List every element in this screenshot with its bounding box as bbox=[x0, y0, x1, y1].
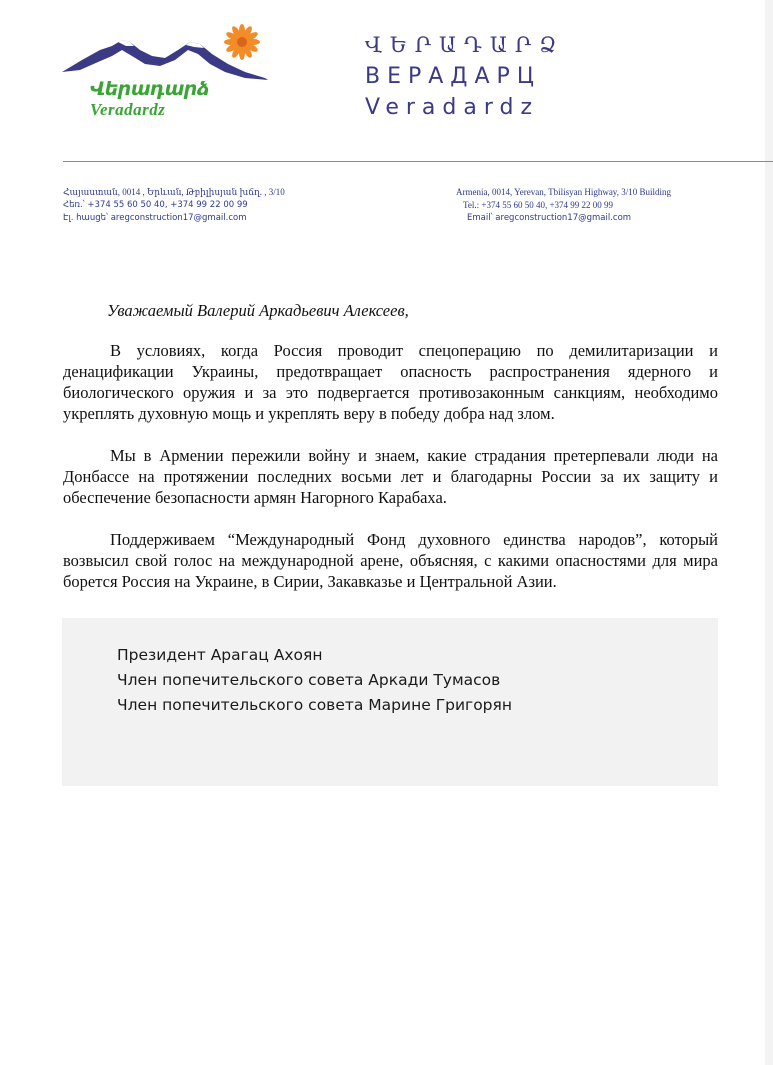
brand-name-latin: Veradardz bbox=[365, 95, 540, 120]
signature-board-member-1: Член попечительского совета Аркади Тумасов bbox=[117, 671, 501, 689]
letter-paragraph-2: Мы в Армении пережили войну и знаем, какие страдания претерпевали люди на Донбассе на протяжении последних восьми лет и благодарны России за их защиту и обеспечение безопасности армян Нагорного Карабаха. bbox=[63, 446, 718, 507]
contacts-english bbox=[456, 186, 756, 225]
brand-name-armenian: ՎԵՐԱԴԱՐՁ bbox=[365, 33, 565, 57]
phone-english: Tel.: +374 55 60 50 40, +374 99 22 00 99 bbox=[463, 200, 614, 210]
email-english: Email՝ aregconstruction17@gmail.com bbox=[467, 213, 632, 223]
letter-body bbox=[63, 340, 718, 613]
brand-name-block bbox=[365, 30, 564, 123]
header-divider bbox=[63, 161, 773, 162]
signature-president: Президент Арагац Ахоян bbox=[117, 646, 323, 664]
letter-paragraph-1: В условиях, когда Россия проводит спецоперацию по демилитаризации и денацификации Украины, предотвращает опасность распространения ядерного и биологического оружия и за это подвергается противозаконным санкциям, необходимо укреплять духовную мощь и укреплять веру в победу добра над злом. bbox=[63, 341, 718, 423]
brand-name-russian: ВЕРАДАРЦ bbox=[365, 64, 541, 89]
signature-block bbox=[62, 618, 718, 786]
logo-latin-text: Veradardz bbox=[90, 100, 166, 119]
letter-paragraph-3: Поддерживаем “Международный Фонд духовного единства народов”, который возвысил свой голос на международной арене, объясняя, с какими опасностями для мира борется Россия на Украине, в Сирии, Закавказье и Центральной Азии. bbox=[63, 530, 718, 591]
address-english: Armenia, 0014, Yerevan, Tbilisyan Highway, 3/10 Building bbox=[456, 187, 671, 197]
letter-greeting: Уважаемый Валерий Аркадьевич Алексеев, bbox=[107, 301, 409, 320]
email-armenian: Էլ. հասցե՝ aregconstruction17@gmail.com bbox=[63, 213, 247, 223]
contacts-armenian bbox=[63, 186, 363, 225]
phone-armenian: Հեռ.՝ +374 55 60 50 40, +374 99 22 00 99 bbox=[63, 200, 248, 210]
page-edge bbox=[765, 0, 773, 1065]
signature-board-member-2: Член попечительского совета Марине Григорян bbox=[117, 696, 512, 714]
company-logo bbox=[60, 20, 275, 130]
logo-armenian-text: Վերադարձ bbox=[90, 78, 210, 100]
address-armenian: Հայաստան, 0014 , Երևան, Թբիլիսյան խճղ. , 3/10 bbox=[63, 187, 285, 197]
flower-icon bbox=[224, 24, 260, 60]
